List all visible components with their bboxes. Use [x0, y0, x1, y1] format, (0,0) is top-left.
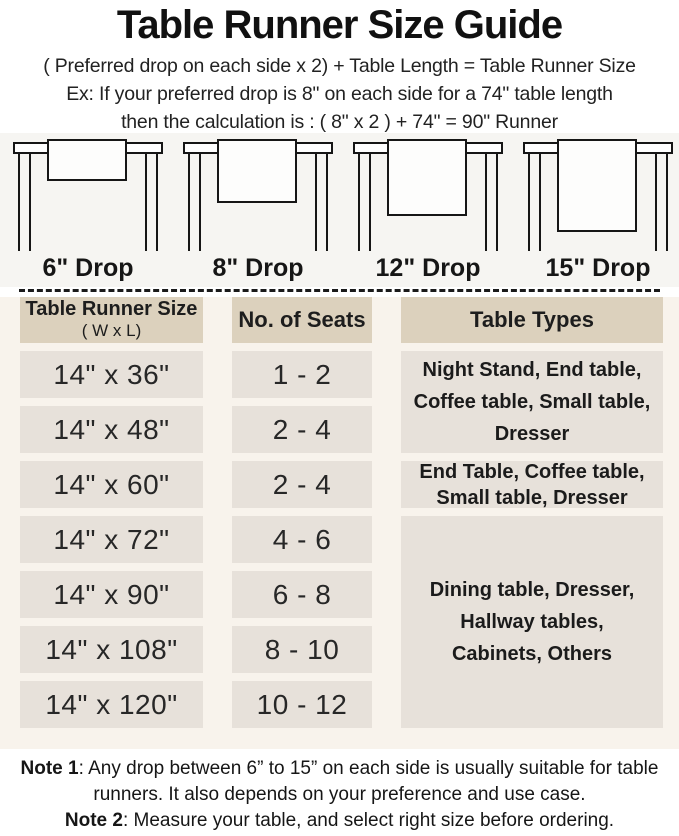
table-figure-6in-drop: [13, 139, 163, 251]
table-leg: [358, 152, 371, 251]
formula-line: ( Preferred drop on each side x 2) + Table Length = Table Runner Size: [43, 55, 636, 78]
seats-cell: 6 - 8: [232, 571, 372, 618]
runner-size-header-title: Table Runner Size: [25, 298, 198, 321]
table-leg: [188, 152, 201, 251]
size-cell: 14" x 72": [20, 516, 203, 563]
example-line-2: then the calculation is : ( 8" x 2 ) + 74" = 90" Runner: [121, 111, 558, 134]
seats-cell: 10 - 12: [232, 681, 372, 728]
table-figure-8in-drop: [183, 139, 333, 251]
page-title: Table Runner Size Guide: [116, 3, 563, 47]
table-leg: [315, 152, 328, 251]
note-1-text: : Any drop between 6” to 15” on each side is usually suitable for table runners. It also depends on your preference and use case.: [78, 758, 659, 805]
size-guide-table: [20, 297, 663, 728]
table-leg: [18, 152, 31, 251]
runner-rect: [47, 139, 127, 181]
table-types-cell-medium: End Table, Coffee table, Small table, Dresser: [401, 461, 663, 508]
table-leg: [655, 152, 668, 251]
runner-rect: [557, 139, 637, 232]
note-1-label: Note 1: [20, 758, 79, 779]
table-types-cell-large: [401, 516, 663, 728]
note-1: [0, 756, 679, 808]
table-leg: [485, 152, 498, 251]
table-leg: [528, 152, 541, 251]
column-header-runner-size: [20, 297, 203, 343]
table-figures-row: [0, 139, 679, 251]
seats-cell: 2 - 4: [232, 461, 372, 508]
size-table-section: [0, 297, 679, 749]
size-cell: 14" x 60": [20, 461, 203, 508]
drop-label-12: 12" Drop: [375, 254, 481, 282]
dashed-divider: [19, 289, 660, 292]
runner-rect: [217, 139, 297, 203]
seats-cell: 8 - 10: [232, 626, 372, 673]
size-cell: 14" x 108": [20, 626, 203, 673]
table-leg: [145, 152, 158, 251]
size-cell: 14" x 120": [20, 681, 203, 728]
drop-diagram-strip: [0, 133, 679, 287]
table-types-cell-large-text: Dining table, Dresser, Hallway tables, Cabinets, Others: [429, 579, 635, 665]
column-header-table-types: Table Types: [401, 297, 663, 343]
drop-label-6: 6" Drop: [42, 254, 134, 282]
notes-block: [0, 749, 679, 836]
note-2-label: Note 2: [64, 810, 123, 831]
note-2-text: : Measure your table, and select right size before ordering.: [122, 810, 615, 831]
note-2: [0, 808, 679, 834]
drop-labels-row: [0, 254, 679, 283]
table-figure-15in-drop: [523, 139, 673, 251]
drop-label-8: 8" Drop: [212, 254, 304, 282]
table-figure-12in-drop: [353, 139, 503, 251]
drop-label-15: 15" Drop: [545, 254, 651, 282]
seats-cell: 4 - 6: [232, 516, 372, 563]
runner-rect: [387, 139, 467, 216]
example-line-1: Ex: If your preferred drop is 8" on each side for a 74" table length: [66, 83, 613, 106]
table-types-cell-small: Night Stand, End table, Coffee table, Small table, Dresser: [401, 351, 663, 453]
runner-size-header-sub: ( W x L): [81, 321, 142, 341]
size-cell: 14" x 90": [20, 571, 203, 618]
size-cell: 14" x 36": [20, 351, 203, 398]
seats-cell: 1 - 2: [232, 351, 372, 398]
size-cell: 14" x 48": [20, 406, 203, 453]
seats-cell: 2 - 4: [232, 406, 372, 453]
header-block: [0, 0, 679, 133]
column-header-seats: No. of Seats: [232, 297, 372, 343]
